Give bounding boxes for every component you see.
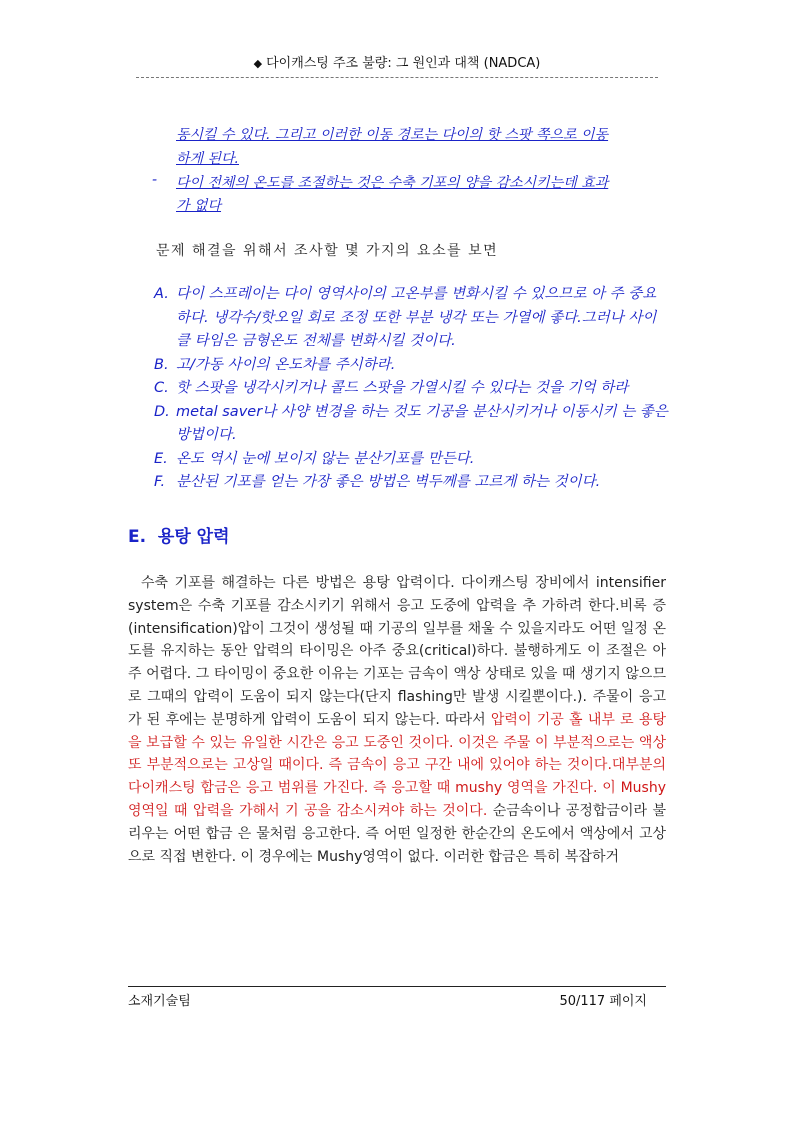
list-item [154,471,670,495]
footer-team: 소재기술팀 [128,994,191,1009]
section-label: E. [128,527,147,547]
paragraph-text-highlight: 압력이 기공 홀 내부 로 용탕을 보급할 수 있는 유일한 시간은 응고 도중인 것이다. 이것은 주물 이 부분적으로는 액상 또 부분적으로는 고상일 때이다. 즉 금속이 응고 구간 내에 있어야 하는 것이다.대부분의 다이캐스팅 합금은 응고 범위를 가진다. 즉 응고할 때 mushy 영역을 가진다. 이 Mushy 영역일 때 압력을 가해서 기 공을 감소시켜야 하는 것이다. [128,711,666,819]
body-paragraph [128,572,666,868]
dash-item-line-2: 가 없다 [176,198,222,214]
page-number: 50/117 페이지 [559,994,647,1009]
page-header [136,52,658,71]
paragraph-text-normal-2: 순금속이나 공정합금이라 불리우는 어떤 합금 은 물처럼 응고한다. 즉 어떤 일정한 한순간의 온도에서 액상에서 고상으로 직접 변한다. 이 경우에는 Mushy영역이 없다. 이러한 합금은 특히 복잡하거 [128,802,667,865]
item-text: 분산된 기포를 얻는 가장 좋은 방법은 벽두께를 고르게 하는 것이다. [176,474,601,490]
item-text: 고/가동 사이의 온도차를 주시하라. [176,356,396,373]
item-text: 온도 역시 눈에 보이지 않는 분산기포를 만든다. [176,450,475,467]
header-divider [136,77,658,78]
dash-bullet: - [152,172,158,188]
item-label: A. [154,286,169,302]
item-label: E. [154,450,168,467]
factor-list [154,283,670,495]
section-heading [128,522,230,547]
list-item [154,283,670,354]
continuation-line-1: 동시킬 수 있다. 그리고 이러한 이동 경로는 다이의 핫 스팟 쪽으로 이동 [176,127,609,143]
item-text: metal saver나 사양 변경을 하는 것도 기공을 분산시키거나 이동시키 는 좋은 방법이다. [176,403,668,443]
list-item [154,401,670,448]
footer-divider [128,986,666,987]
section-title: 용탕 압력 [157,527,230,547]
continuation-line-2: 하게 된다. [176,151,239,167]
item-label: B. [154,356,169,373]
item-label: D. [154,403,170,420]
header-title: 다이캐스팅 주조 불량: 그 원인과 대책 (NADCA) [266,56,541,71]
dash-item-line-1: 다이 전체의 온도를 조절하는 것은 수축 기포의 양을 감소시키는데 효과 [176,175,609,191]
item-text: 핫 스팟을 냉각시키거나 콜드 스팟을 가열시킬 수 있다는 것을 기억 하라 [176,380,629,396]
diamond-icon: ◆ [253,57,263,70]
item-text: 다이 스프레이는 다이 영역사이의 고온부를 변화시킬 수 있으므로 아 주 중요하다. 냉각수/핫오일 회로 조정 또한 부분 냉각 또는 가열에 좋다.그러나 사이클 타임은 금형온도 전체를 변화시킬 것이다. [176,286,657,349]
item-label: F. [154,474,166,490]
list-item [154,448,670,472]
item-label: C. [154,380,169,396]
list-item [154,377,670,401]
paragraph-text-normal: 수축 기포를 해결하는 다른 방법은 용탕 압력이다. 다이캐스팅 장비에서 intensifier system은 수축 기포를 감소시키기 위해서 응고 도중에 압력을 추 가하려 한다.비록 증(intensification)압이 그것이 생성될 때 기공의 일부를 채울 수 있을지라도 어떤 일정 온도를 유지하는 동안 압력의 타이밍은 아주 중요(critical)하다. 불행하게도 이 조절은 아주 어렵다. 그 타이밍이 중요한 이유는 기포는 금속이 액상 상태로 있을 때 생기지 않으므로 그때의 압력이 도움이 되지 않는다(단지 flashing만 발생 시킬뿐이다.). 주물이 응고가 된 후에는 분명하게 압력이 도움이 되지 않는다. 따라서 [128,575,666,728]
intro-text: 문제 해결을 위해서 조사할 몇 가지의 요소를 보면 [156,243,499,259]
list-item [154,354,670,378]
